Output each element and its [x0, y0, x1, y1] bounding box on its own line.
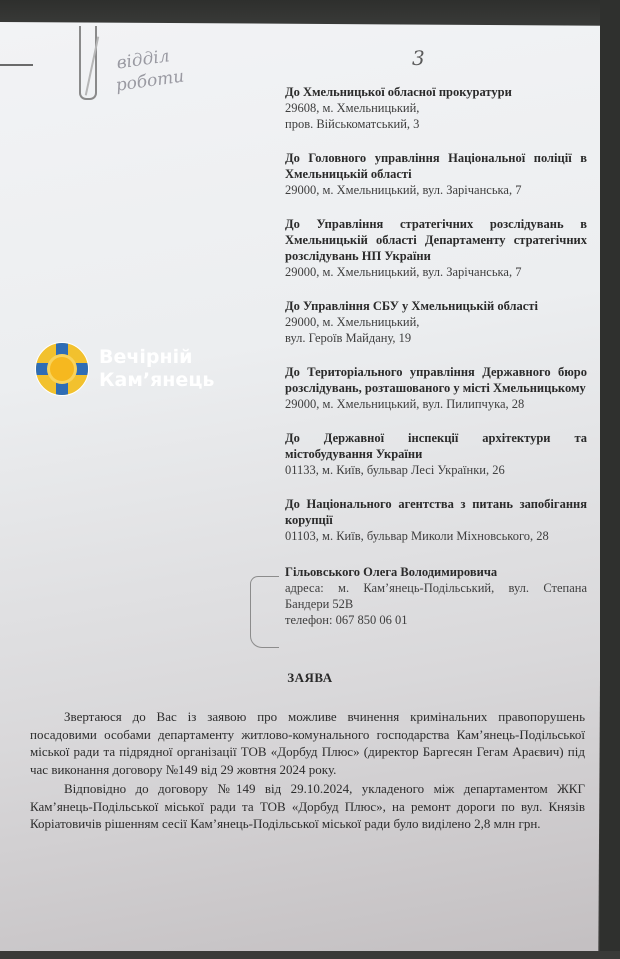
sender-address: адреса: м. Кам’янець-Подільський, вул. Степана Бандери 52В	[285, 581, 587, 611]
publisher-watermark	[35, 342, 214, 396]
publisher-name-line2: Кам’янець	[99, 369, 215, 391]
publisher-name-line1: Вечірній	[99, 346, 193, 368]
handwritten-note-line2: роботи	[114, 66, 186, 96]
addressee-prosecutor	[285, 84, 587, 132]
addressee-address-line: 29000, м. Хмельницький, вул. Зарічанська, 7	[285, 265, 522, 279]
document-title: ЗАЯВА	[287, 670, 333, 685]
addressee-address-line: 29000, м. Хмельницький, вул. Зарічанська, 7	[285, 183, 522, 197]
margin-pencil-line	[0, 64, 33, 66]
body-paragraph: Звертаюся до Вас із заявою про можливе вчинення кримінальних правопорушень посадовими особами департаменту житлово-комунального господарства Кам’янець-Подільської міської ради та підрядної організації ТОВ «Дорбуд Плюс» (директор Баргесян Гегам Араєвич) під час виконання договору №149 від 29 жовтня 2024 року.	[30, 709, 585, 777]
addressee-strategic-investigations	[285, 216, 587, 280]
addressee-head: До Хмельницької обласної прокуратури	[285, 85, 512, 99]
sun-cross-logo-icon	[35, 342, 89, 396]
addressee-address-line: 01103, м. Київ, бульвар Миколи Міхновського, 28	[285, 529, 549, 543]
addressee-address-line: 01133, м. Київ, бульвар Лесі Українки, 26	[285, 463, 505, 477]
publisher-name	[99, 346, 214, 392]
addressee-head: До Територіального управління Державного бюро розслідувань, розташованого у місті Хмельницькому	[285, 365, 587, 395]
addressee-address-line: вул. Героїв Майдану, 19	[285, 331, 412, 345]
addressee-head: До Головного управління Національної поліції в Хмельницькій області	[285, 151, 587, 181]
background-surface-right	[600, 0, 620, 959]
addressee-head: До Управління СБУ у Хмельницькій області	[285, 299, 538, 313]
addressee-address-line: 29000, м. Хмельницький,	[285, 315, 420, 329]
addressee-sbu	[285, 298, 587, 346]
addressee-architecture-inspection	[285, 430, 587, 478]
sender-name: Гільовського Олега Володимировича	[285, 565, 498, 579]
addressee-address-line: 29608, м. Хмельницький,	[285, 101, 420, 115]
addressee-head: До Державної інспекції архітектури та містобудування України	[285, 431, 587, 461]
handwritten-note	[115, 44, 185, 97]
document-body	[30, 708, 585, 835]
addressee-police	[285, 150, 587, 198]
addressee-nazk	[285, 496, 587, 544]
addressee-head: До Управління стратегічних розслідувань в Хмельницькій області Департаменту стратегічних розслідувань НП України	[285, 217, 587, 263]
paperclip-icon	[79, 26, 97, 100]
pencil-bracket-mark	[250, 576, 279, 648]
addressee-head: До Національного агентства з питань запобігання корупції	[285, 497, 587, 527]
sender-block	[285, 564, 587, 628]
addressee-address-line: 29000, м. Хмельницький, вул. Пилипчука, 28	[285, 397, 525, 411]
background-surface-bottom	[0, 951, 620, 959]
body-paragraph: Відповідно до договору №149 від 29.10.2024, укладеного між департаментом ЖКГ Кам’янець-Подільської міської ради та ТОВ «Дорбуд Плюс», на ремонт дороги по вул. Князів Коріатовичів рішенням сесії Кам’янець-Подільської міської ради було виділено 2,8 млн грн.	[30, 781, 585, 831]
addressee-address-line: пров. Військоматський, 3	[285, 117, 420, 131]
addressee-list	[285, 84, 587, 646]
handwritten-page-number: 3	[412, 46, 425, 70]
addressee-dbr	[285, 364, 587, 412]
sender-phone: телефон: 067 850 06 01	[285, 613, 408, 627]
handwritten-note-line1: відділ	[115, 46, 171, 74]
